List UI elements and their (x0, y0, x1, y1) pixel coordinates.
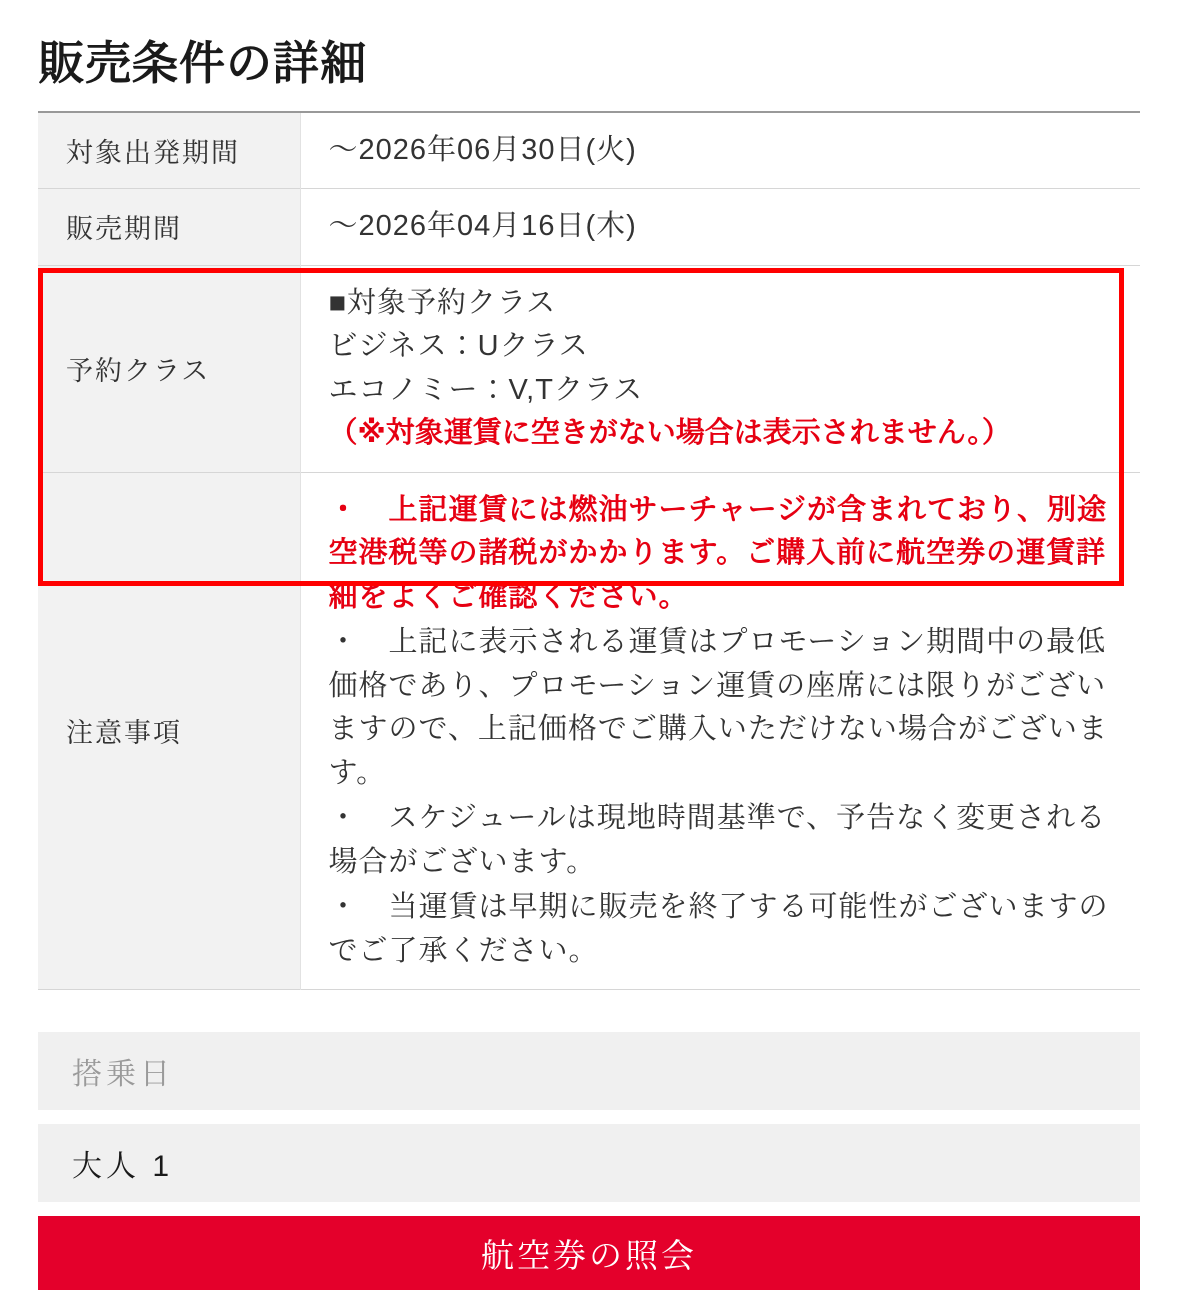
note-early-end: ・ 当運賃は早期に販売を終了する可能性がございますのでご了承ください。 (328, 891, 1109, 967)
table-row (38, 189, 1140, 266)
page-title: 販売条件の詳細 (38, 37, 367, 89)
booking-class-business: ビジネス：Uクラス (328, 330, 589, 363)
row-value-booking-class (300, 265, 1140, 472)
passenger-count-input[interactable]: 大人 1 (38, 1124, 1140, 1202)
sales-conditions-table (38, 111, 1140, 991)
search-form (38, 1032, 1140, 1290)
row-header-booking-class: 予約クラス (38, 265, 300, 472)
table-row (38, 265, 1140, 472)
row-header-notes: 注意事項 (38, 472, 300, 990)
booking-class-note: （※対象運賃に空きがない場合は表示されません。） (328, 417, 1011, 450)
boarding-date-input[interactable]: 搭乗日 (38, 1032, 1140, 1110)
table-row (38, 472, 1140, 990)
table-row (38, 112, 1140, 189)
booking-class-heading: ■対象予約クラス (328, 286, 557, 319)
row-header-departure-period: 対象出発期間 (38, 112, 300, 189)
search-flights-button[interactable]: 航空券の照会 (38, 1216, 1140, 1290)
booking-class-economy: エコノミー：V,Tクラス (328, 373, 644, 406)
note-fuel-surcharge: ・ 上記運賃には燃油サーチャージが含まれており、別途空港税等の諸税がかかります。ご購入前に航空券の運賃詳細をよくご確認ください。 (328, 493, 1108, 613)
row-value-sales-period: 〜2026年04月16日(木) (328, 210, 637, 243)
row-header-sales-period: 販売期間 (38, 189, 300, 266)
row-value-departure-period: 〜2026年06月30日(火) (328, 133, 637, 166)
note-schedule: ・ スケジュールは現地時間基準で、予告なく変更される場合がございます。 (328, 802, 1107, 878)
row-value-notes (300, 472, 1140, 990)
note-lowest-price: ・ 上記に表示される運賃はプロモーション期間中の最低価格であり、プロモーション運賃の座席には限りがございますので、上記価格でご購入いただけない場合がございます。 (328, 626, 1108, 789)
